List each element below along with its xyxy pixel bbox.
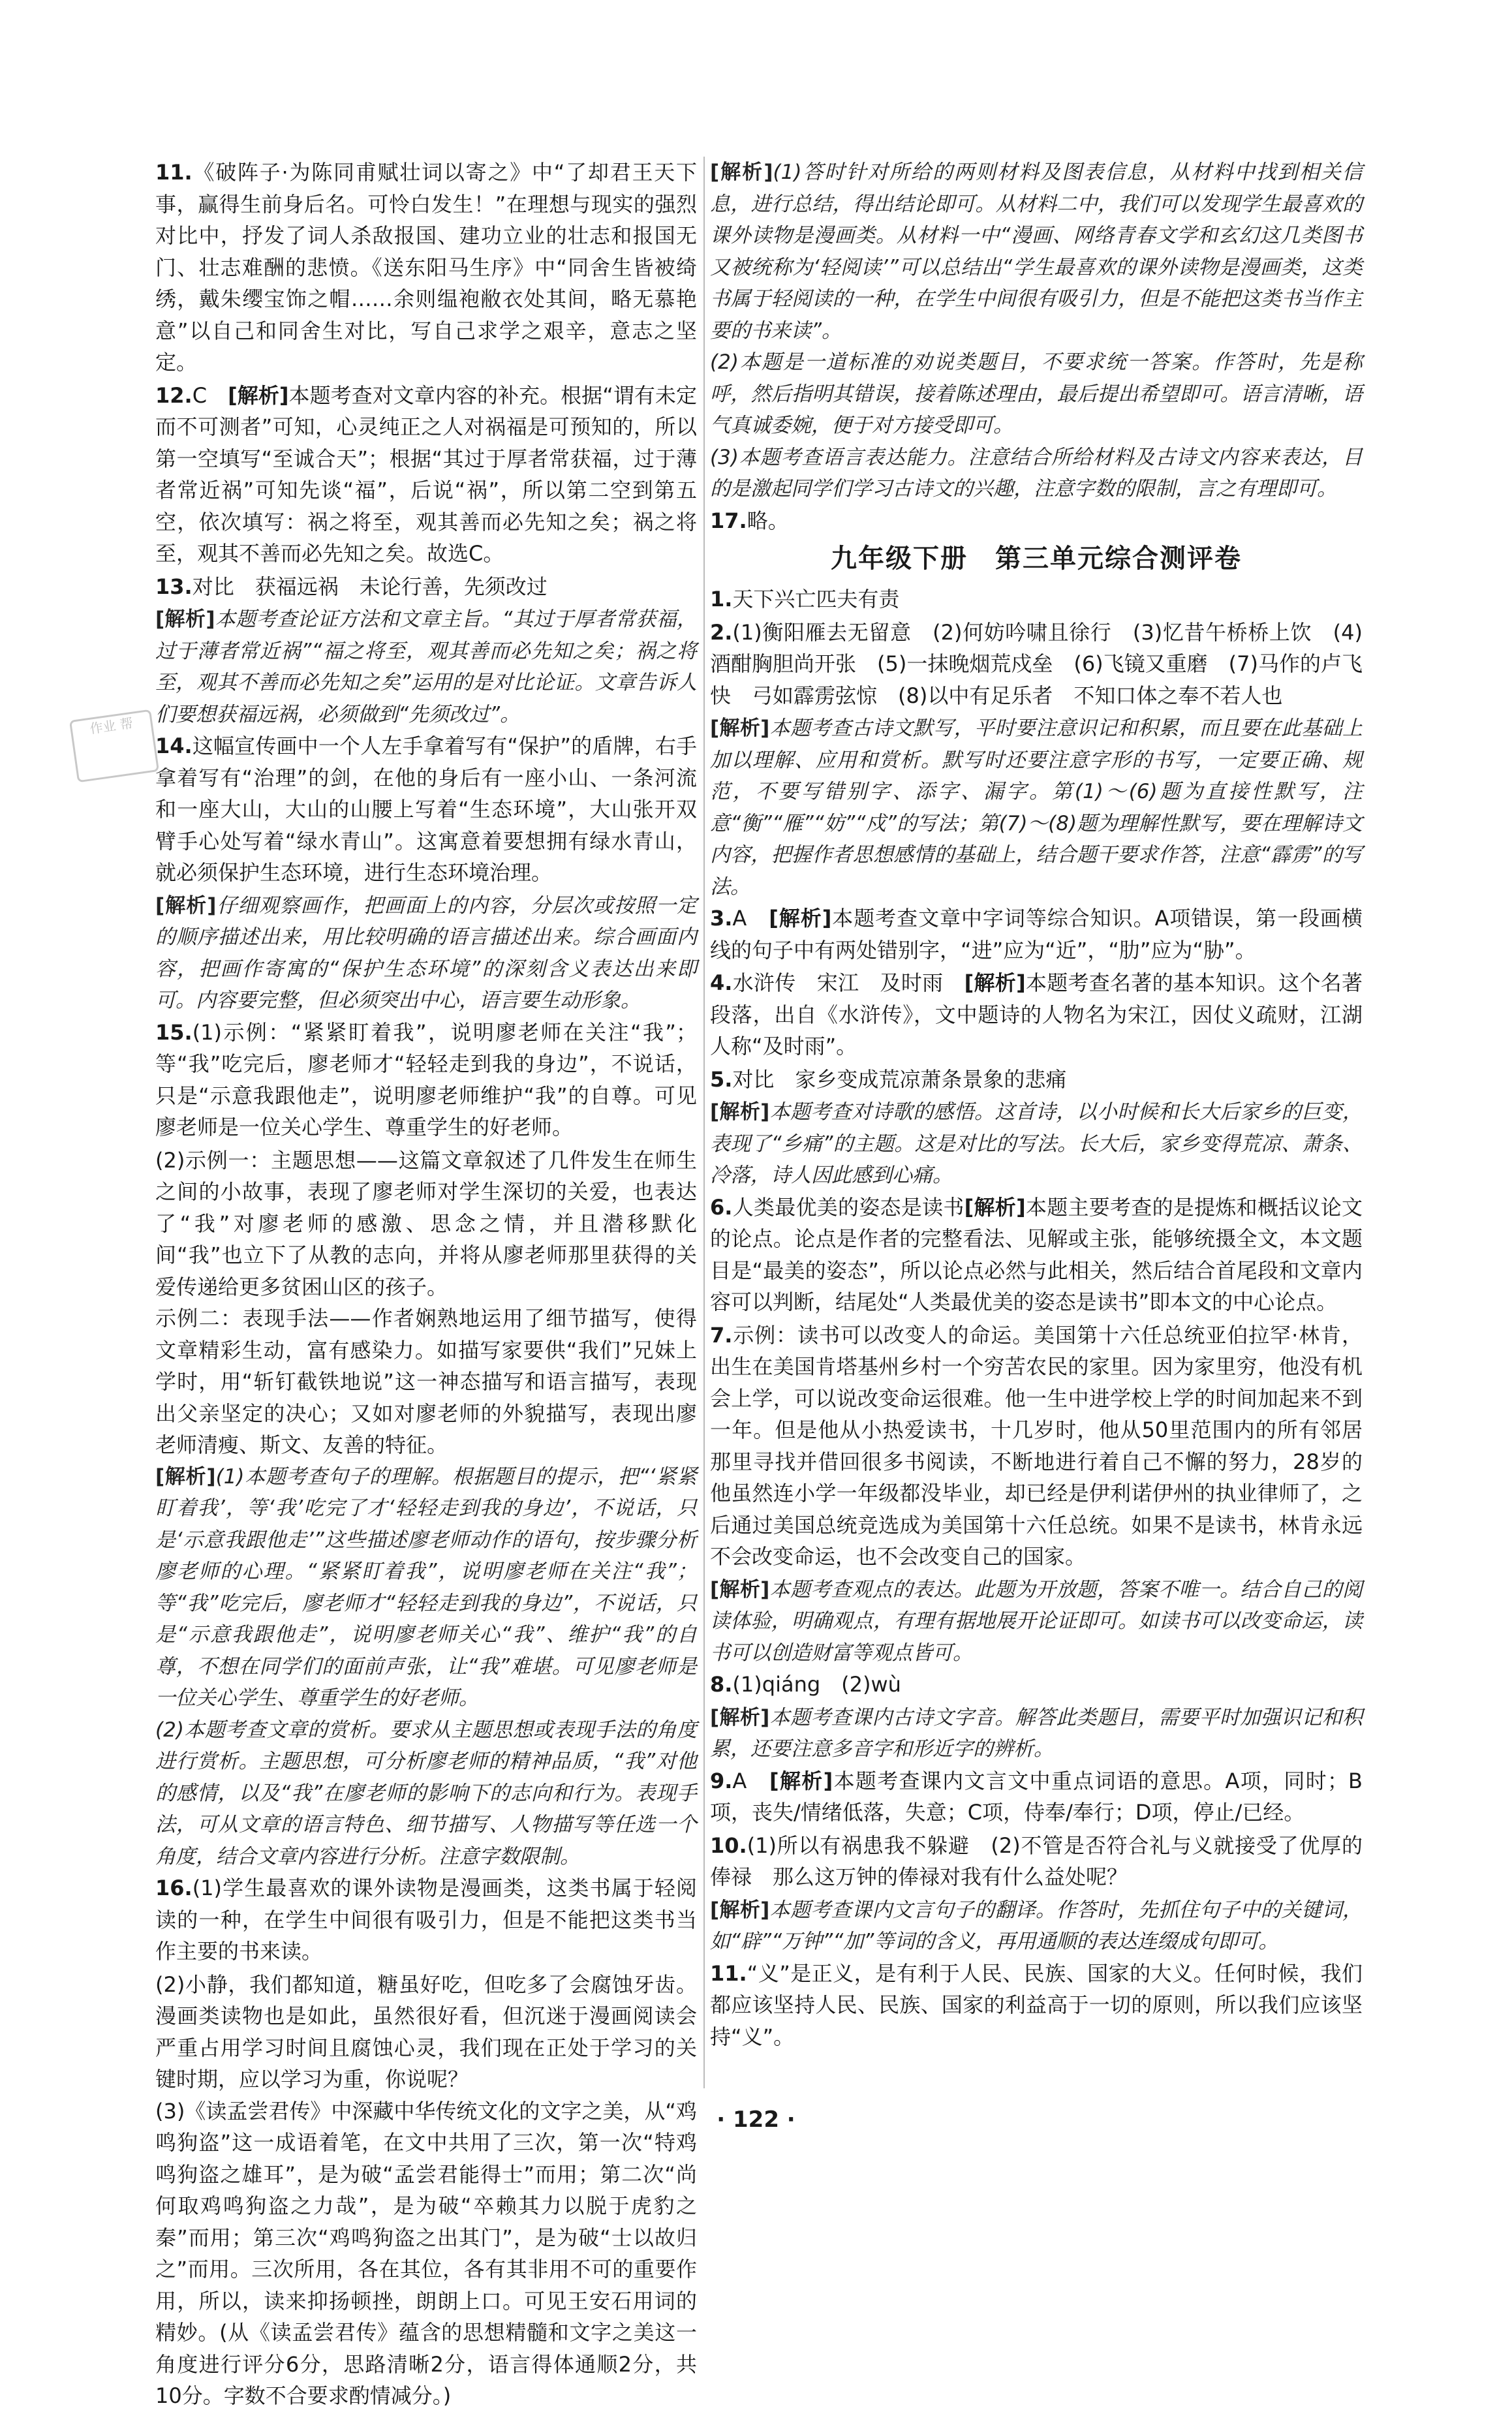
- analysis-block: [710, 1894, 1363, 1958]
- analysis-tag: [解析]: [769, 1768, 833, 1793]
- watermark-stamp: 作业 帮: [69, 709, 159, 783]
- analysis-block: [710, 1574, 1363, 1669]
- analysis-tag: [解析]: [710, 1100, 770, 1124]
- analysis-text: (1)本题考查句子的理解。根据题目的提示，把“‘紧紧盯着我’，等‘我’吃完了才‘轻轻走到我的身边’，不说话，只是‘示意我跟他走’”这些描述廖老师动作的语句，按步骤分析廖老师的心理。“紧紧盯着我”，说明廖老师在关注“我”；等“我”吃完后，廖老师才“轻轻走到我的身边”，不说话，只是“示意我跟他走”，说明廖老师关心“我”、维护“我”的自尊，不想在同学们的面前声张，让“我”难堪。可见廖老师是一位关心学生、尊重学生的好老师。: [155, 1464, 698, 1710]
- analysis-paragraph: (2)本题是一道标准的劝说类题目，不要求统一答案。作答时，先是称呼，然后指明其错误，接着陈述理由，最后提出希望即可。语言清晰，语气真诚委婉，便于对方接受即可。: [710, 350, 1363, 437]
- analysis-block: [155, 604, 697, 730]
- item-number: 2.: [710, 619, 733, 645]
- analysis-tag: [解析]: [710, 717, 770, 740]
- analysis-block: [710, 713, 1363, 903]
- item-number: 11.: [155, 160, 193, 185]
- answer-item: [710, 903, 1363, 966]
- answer-item: [710, 1765, 1363, 1829]
- analysis-text: 仔细观察画作，把画面上的内容，分层次或按照一定的顺序描述出来，用比较明确的语言描述出来。综合画面内容，把画作寄寓的“保护生态环境”的深刻含义表达出来即可。内容要完整，但必须突出中心，语言要生动形象。: [155, 893, 697, 1012]
- column-divider: [703, 157, 705, 2088]
- item-answer: 略。: [747, 508, 789, 533]
- answer-item: [710, 967, 1363, 1062]
- analysis-paragraph: (2)本题考查文章的赏析。要求从主题思想或表现手法的角度进行赏析。主题思想，可分析廖老师的精神品质，“我”对他的感情，以及“我”在廖老师的影响下的志向和行为。表现手法，可从文章的语言特色、细节描写、人物描写等任选一个角度，结合文章内容进行分析。注意字数限制。: [155, 1718, 697, 1868]
- answer-item: [710, 505, 1363, 537]
- section-title: 九年级下册 第三单元综合测评卷: [831, 544, 1242, 574]
- analysis-text: 本题考查名著的基本知识。这个名著段落，出自《水浒传》，文中题诗的人物名为宋江，因仗义疏财，江湖人称“及时雨”。: [710, 970, 1363, 1059]
- item-answer: (1)衡阳雁去无留意 (2)何妨吟啸且徐行 (3)忆昔午桥桥上饮 (4)酒酣胸胆尚开张 (5)一抹晚烟荒戍垒 (6)飞镜又重磨 (7)马作的卢飞快 弓如霹雳弦惊 (8)以中有足乐者 不知口体之奉不若人也: [710, 619, 1363, 708]
- analysis-text: 本题考查对文章内容的补充。根据“谓有未定而不可测者”可知，心灵纯正之人对祸福是可预知的，所以第一空填写“至诚合天”；根据“其过于厚者常获福，过于薄者常近祸”可知先谈“福”，后说“祸”，所以第二空到第五空，依次填写：祸之将至，观其善而必先知之矣；祸之将至，观其不善而必先知之矣。故选C。: [155, 382, 697, 566]
- analysis-text: 本题考查对诗歌的感悟。这首诗，以小时候和长大后家乡的巨变，表现了“乡痛”的主题。这是对比的写法。长大后，家乡变得荒凉、萧条、冷落，诗人因此感到心痛。: [710, 1100, 1363, 1187]
- item-answer: A: [732, 906, 769, 931]
- answer-item: [710, 1320, 1363, 1573]
- answer-paragraph: 示例二：表现手法——作者娴熟地运用了细节描写，使得文章精彩生动，富有感染力。如描写家要供“我们”兄妹上学时，用“斩钉截铁地说”这一神态描写和语言描写，表现出父亲坚定的决心；又如对廖老师的外貌描写，表现出廖老师清瘦、斯文、友善的特征。: [155, 1306, 697, 1457]
- answer-item: [155, 571, 697, 603]
- item-answer: 示例：读书可以改变人的命运。美国第十六任总统亚伯拉罕·林肯，出生在美国肯塔基州乡村一个穷苦农民的家里。因为家里穷，他没有机会上学，可以说改变命运很难。他一生中进学校上学的时间加起来不到一年。但是他从小热爱读书，十几岁时，他从50里范围内的所有邻居那里寻找并借回很多书阅读，不断地进行着自己不懈的努力，28岁的他虽然连小学一年级都没毕业，却已经是伊利诺伊州的执业律师了，之后通过美国总统竞选成为美国第十六任总统。如果不是读书，林肯永远不会改变命运，也不会改变自己的国家。: [710, 1322, 1363, 1569]
- item-answer: 水浒传 宋江 及时雨: [732, 970, 964, 995]
- analysis-text: 本题主要考查的是提炼和概括议论文的论点。论点是作者的完整看法、见解或主张，能够统摄全文，本文题目是“最美的姿态”，所以论点必然与此相关，然后结合首尾段和文章内容可以判断，结尾处“人类最优美的姿态是读书”即本文的中心论点。: [710, 1194, 1363, 1314]
- analysis-paragraph: (3)本题考查语言表达能力。注意结合所给材料及古诗文内容来表达，目的是激起同学们学习古诗文的兴趣，注意字数的限制，言之有理即可。: [710, 445, 1363, 501]
- analysis-tag: [解析]: [155, 1464, 216, 1489]
- item-answer: A: [732, 1768, 769, 1793]
- item-answer: 人类最优美的姿态是读书: [732, 1194, 964, 1220]
- analysis-tag: [解析]: [155, 608, 215, 631]
- analysis-tag: [解析]: [964, 970, 1026, 995]
- item-answer: 《破阵子·为陈同甫赋壮词以寄之》中“了却君王天下事，赢得生前身后名。可怜白发生！”在理想与现实的强烈对比中，抒发了词人杀敌报国、建功立业的壮志和报国无门、壮志难酬的悲愤。《送东阳马生序》中“同舍生皆被绮绣，戴朱缨宝饰之帽……余则缊袍敝衣处其间，略无慕艳意”以自己和同舍生对比，写自己求学之艰辛，意志之坚定。: [155, 160, 697, 375]
- answer-item: [710, 1830, 1363, 1893]
- analysis-text: 本题考查论证方法和文章主旨。“其过于厚者常获福，过于薄者常近祸”“福之将至，观其善而必先知之矣；祸之将至，观其不善而必先知之矣”运用的是对比论证。文章告诉人们要想获福远祸，必须做到“先须改过”。: [155, 608, 697, 726]
- answer-item: [710, 1192, 1363, 1318]
- analysis-block: [155, 1461, 697, 1714]
- analysis-tag: [解析]: [964, 1194, 1026, 1220]
- answer-paragraph: (2)小静，我们都知道，糖虽好吃，但吃多了会腐蚀牙齿。漫画类读物也是如此，虽然很好看，但沉迷于漫画阅读会严重占用学习时间且腐蚀心灵，我们现在正处于学习的关键时期，应以学习为重，你说呢？: [155, 1971, 697, 2092]
- item-number: 10.: [710, 1832, 747, 1858]
- answer-item: [710, 583, 1363, 615]
- item-number: 14.: [155, 734, 193, 758]
- item-answer: “义”是正义，是有利于人民、民族、国家的大义。任何时候，我们都应该坚持人民、民族、国家的利益高于一切的原则，所以我们应该坚持“义”。: [710, 1960, 1363, 2049]
- item-number: 15.: [155, 1019, 193, 1045]
- analysis-tag: [解析]: [710, 1898, 770, 1922]
- item-answer: (1)qiáng (2)wù: [732, 1672, 901, 1697]
- item-number: 12.: [155, 382, 193, 408]
- analysis-tag: [解析]: [155, 893, 217, 918]
- answer-item: [710, 617, 1363, 712]
- item-number: 11.: [710, 1960, 747, 1986]
- analysis-block: [710, 1702, 1363, 1765]
- analysis-text: 本题考查课内文言句子的翻译。作答时，先抓住句子中的关键词，如“辟”“万钟”“加”等词的含义，再用通顺的表达连缀成句即可。: [710, 1898, 1363, 1953]
- analysis-block: [710, 1096, 1363, 1192]
- item-number: 1.: [710, 587, 733, 611]
- item-number: 13.: [155, 574, 193, 599]
- item-answer: C: [192, 382, 228, 408]
- answer-item: [155, 1872, 697, 1968]
- item-number: 7.: [710, 1322, 733, 1348]
- answer-item: [710, 1669, 1363, 1701]
- analysis-text: 本题考查课内文言文中重点词语的意思。A项，同时；B项，丧失/情绪低落，失意；C项，侍奉/奉行；D项，停止/已经。: [710, 1768, 1363, 1825]
- analysis-tag: [解析]: [710, 161, 773, 184]
- analysis-tag: [解析]: [228, 382, 289, 408]
- item-number: 9.: [710, 1768, 733, 1793]
- answer-item: [155, 1017, 697, 1143]
- answer-item: [710, 1958, 1363, 2053]
- analysis-tag: [解析]: [769, 906, 832, 931]
- item-answer: 对比 获福远祸 未论行善，先须改过: [192, 574, 548, 599]
- item-number: 3.: [710, 906, 733, 931]
- item-answer: 天下兴亡匹夫有责: [732, 587, 900, 611]
- answer-paragraph: (2)示例一：主题思想——这篇文章叙述了几件发生在师生之间的小故事，表现了廖老师对学生深切的关爱，也表达了“我”对廖老师的感激、思念之情，并且潜移默化间“我”也立下了从教的志向，并将从廖老师那里获得的关爱传递给更多贫困山区的孩子。: [155, 1147, 697, 1299]
- answer-item: [155, 157, 697, 379]
- item-number: 6.: [710, 1194, 733, 1220]
- analysis-block: [710, 157, 1363, 347]
- analysis-tag: [解析]: [710, 1577, 770, 1601]
- item-answer: (1)示例：“紧紧盯着我”，说明廖老师在关注“我”；等“我”吃完后，廖老师才“轻轻走到我的身边”，不说话，只是“示意我跟他走”，说明廖老师维护“我”的自尊。可见廖老师是一位关心学生、尊重学生的好老师。: [155, 1019, 697, 1139]
- left-column: [155, 157, 697, 2412]
- analysis-block: [155, 890, 697, 1017]
- analysis-text: 本题考查文章中字词等综合知识。A项错误，第一段画横线的句子中有两处错别字，“进”应为“近”，“肋”应为“胁”。: [710, 906, 1363, 963]
- item-number: 8.: [710, 1672, 733, 1697]
- item-number: 5.: [710, 1066, 733, 1092]
- page-number: · 122 ·: [717, 2107, 795, 2133]
- answer-item: [155, 730, 697, 889]
- answer-paragraph: (3)《读孟尝君传》中深藏中华传统文化的文字之美，从“鸡鸣狗盗”这一成语着笔，在文中共用了三次，第一次“特鸡鸣狗盗之雄耳”，是为破“孟尝君能得士”而用；第二次“尚何取鸡鸣狗盗之力哉”，是为破“卒赖其力以脱于虎豹之秦”而用；第三次“鸡鸣狗盗之出其门”，是为破“士以故归之”而用。三次所用，各在其位，各有其非用不可的重要作用，所以，读来抑扬顿挫，朗朗上口。可见王安石用词的精妙。(从《读孟尝君传》蕴含的思想精髓和文字之美这一角度进行评分6分，思路清晰2分，语言得体通顺2分，共10分。字数不合要求酌情减分。): [155, 2098, 697, 2408]
- item-answer: 这幅宣传画中一个人左手拿着写有“保护”的盾牌，右手拿着写有“治理”的剑，在他的身后有一座小山、一条河流和一座大山，大山的山腰上写着“生态环境”，大山张开双臂手心处写着“绿水青山”。这寓意着要想拥有绿水青山，就必须保护生态环境，进行生态环境治理。: [155, 734, 697, 885]
- item-number: 16.: [155, 1876, 193, 1900]
- item-answer: (1)所以有祸患我不躲避 (2)不管是否符合礼与义就接受了优厚的俸禄 那么这万钟的俸禄对我有什么益处呢？: [710, 1832, 1363, 1889]
- analysis-text: 本题考查观点的表达。此题为开放题，答案不唯一。结合自己的阅读体验，明确观点，有理有据地展开论证即可。如读书可以改变命运，读书可以创造财富等观点皆可。: [710, 1577, 1363, 1665]
- analysis-text: 本题考查课内古诗文字音。解答此类题目，需要平时加强识记和积累，还要注意多音字和形近字的辨析。: [710, 1705, 1363, 1761]
- analysis-text: 本题考查古诗文默写，平时要注意识记和积累，而且要在此基础上加以理解、应用和赏析。默写时还要注意字形的书写，一定要正确、规范，不要写错别字、添字、漏字。第(1)～(6)题为直接性默写，注意“衡”“雁”“妨”“戍”的写法；第(7)～(8)题为理解性默写，要在理解诗文内容，把握作者思想感情的基础上，结合题干要求作答，注意“霹雳”的写法。: [710, 717, 1363, 899]
- right-column: [710, 157, 1363, 2054]
- analysis-tag: [解析]: [710, 1705, 770, 1729]
- answer-item: [710, 1064, 1363, 1096]
- item-answer: (1)学生最喜欢的课外读物是漫画类，这类书属于轻阅读的一种，在学生中间很有吸引力，但是不能把这类书当作主要的书来读。: [155, 1876, 697, 1964]
- item-number: 17.: [710, 508, 747, 533]
- item-number: 4.: [710, 970, 733, 995]
- analysis-text: (1)答时针对所给的两则材料及图表信息，从材料中找到相关信息，进行总结，得出结论即可。从材料二中，我们可以发现学生最喜欢的课外读物是漫画类。从材料一中“漫画、网络青春文学和玄幻这几类图书又被统称为‘轻阅读’”可以总结出“学生最喜欢的课外读物是漫画类，这类书属于轻阅读的一种，在学生中间很有吸引力，但是不能把这类书当作主要的书来读”。: [710, 161, 1363, 343]
- item-answer: 对比 家乡变成荒凉萧条景象的悲痛: [732, 1066, 1067, 1092]
- answer-item: [155, 380, 697, 570]
